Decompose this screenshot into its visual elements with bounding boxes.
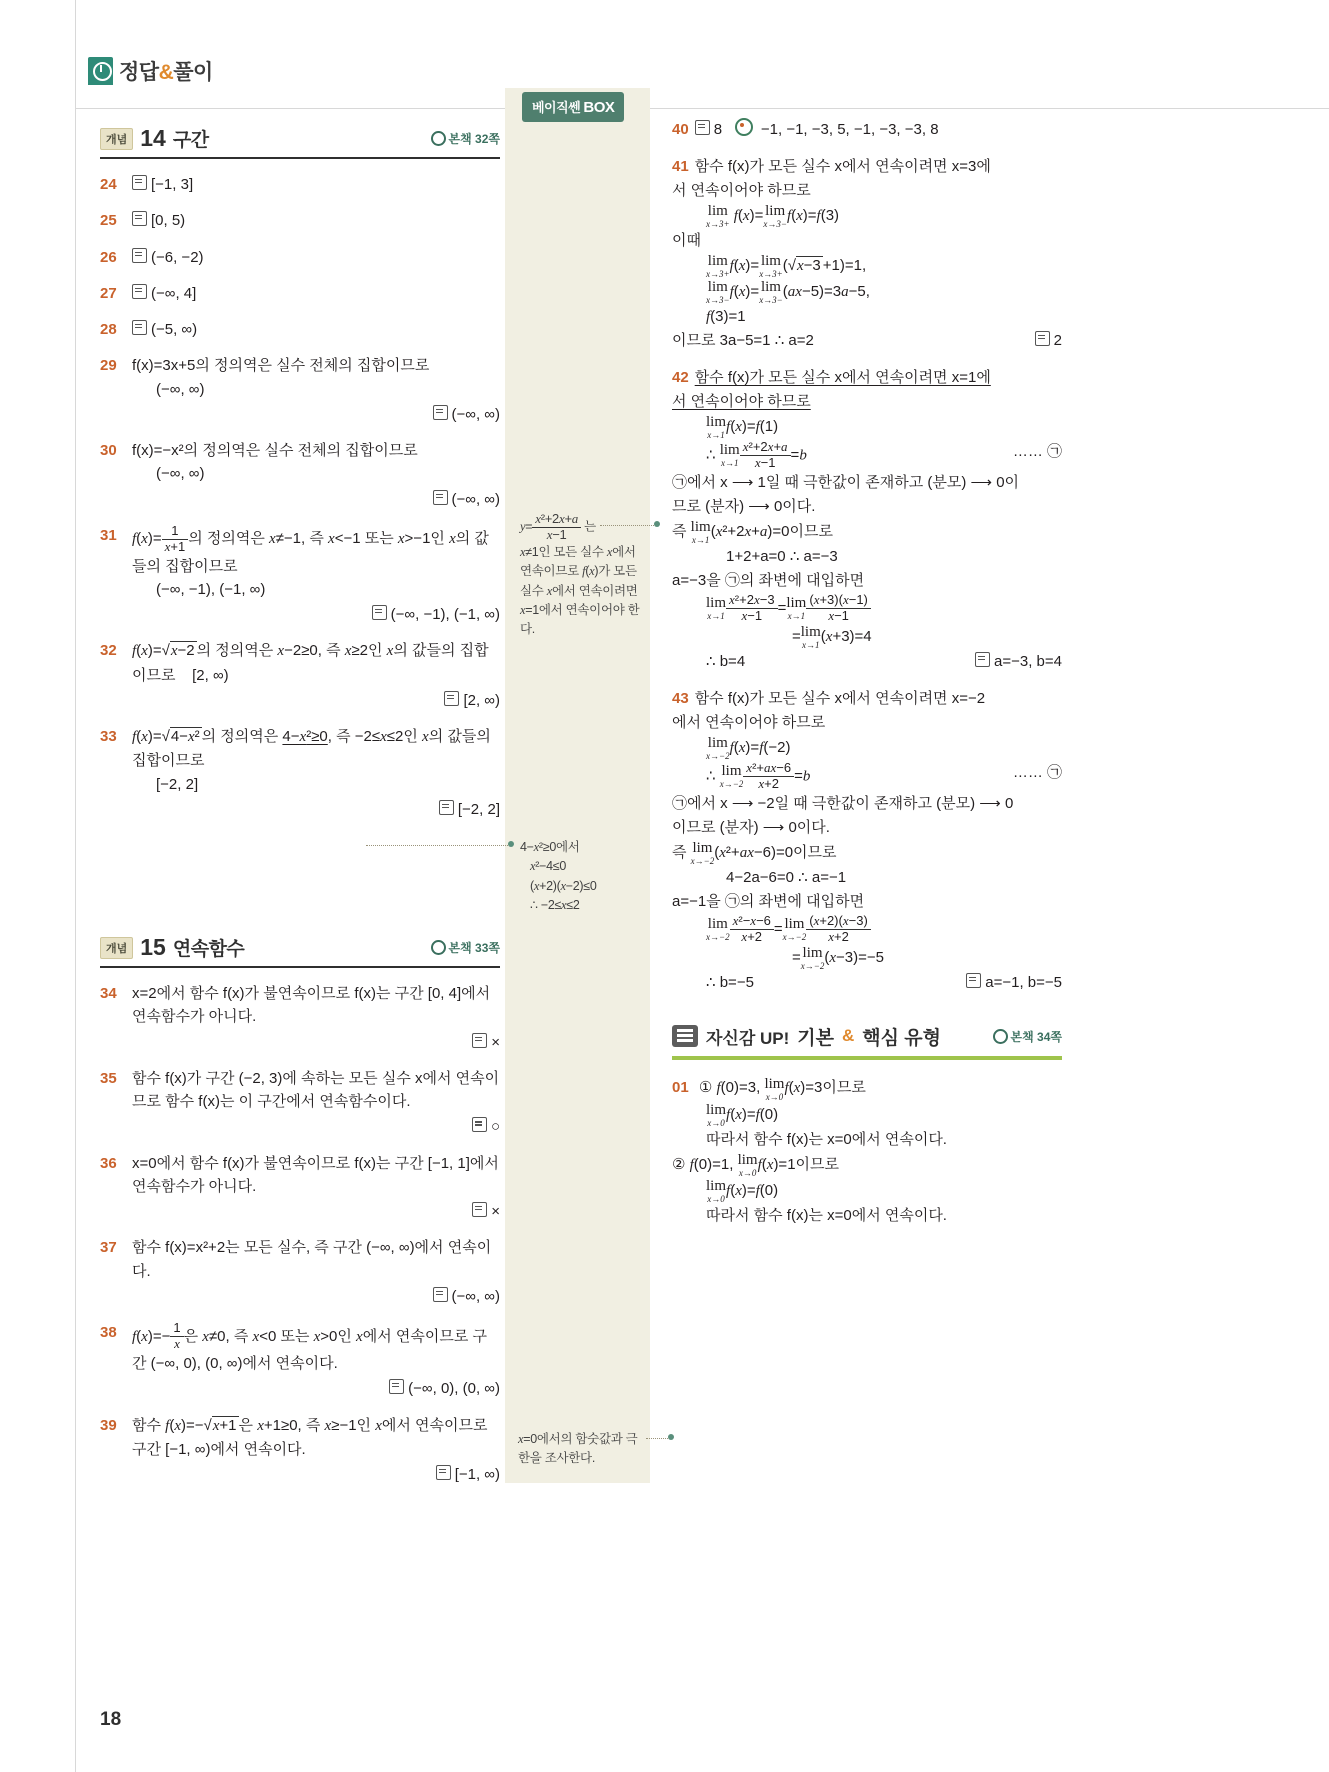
item-number: 38 (100, 1324, 117, 1342)
item-answer-text: a=−3, b=4 (994, 652, 1062, 670)
solution-line: 함수 f(x)가 모든 실수 x에서 연속이려면 x=3에 (694, 158, 991, 175)
solution-line: 4−2a−6=0 ∴ a=−1 (726, 868, 847, 886)
item-number: 40 (672, 121, 689, 138)
item-number: 26 (100, 248, 117, 266)
limit-expression: lim x→1 (786, 595, 807, 622)
answer-icon (433, 490, 448, 505)
item-answer-text: × (491, 1033, 500, 1051)
answer-icon (1035, 331, 1050, 346)
solution-line: lim x→−2 f(x)=f(−2) (706, 734, 791, 761)
confidence-title-1: 자신감 UP! (706, 1028, 790, 1048)
solution-line: ∴ lim x→1 $\frac{\text{x²+2x+a}}{x-1}$ =b …… ㉠ (706, 439, 1062, 470)
concept-ref-text: 본책 32쪽 (448, 132, 500, 146)
item-answer (1035, 329, 1062, 353)
answer-icon (472, 1202, 487, 1217)
answer-icon (372, 605, 387, 620)
leader-dot-1 (654, 521, 660, 527)
document-header (88, 56, 213, 86)
limit-expression: lim x→0 (737, 1151, 758, 1178)
solution-line: 따라서 함수 f(x)는 x=0에서 연속이다. (706, 1206, 947, 1224)
list-item (100, 282, 500, 305)
limit-expression: lim x→3− (759, 279, 783, 305)
basic-box-tab (522, 92, 624, 122)
item-text: f(x)=−x²의 정의역은 실수 전체의 집합이므로 (132, 442, 418, 459)
concept-tag: 개념 (100, 937, 133, 959)
limit-expression: lim x→1 (690, 518, 711, 545)
left-column (100, 125, 500, 1499)
item-number: 27 (100, 284, 117, 302)
solution-line: lim x→3+ f(x)= lim x→3− f(x)=f(3) (706, 203, 840, 229)
item-answer-text: (−∞, ∞) (451, 1287, 500, 1305)
item-body (132, 209, 500, 232)
list-item (100, 173, 500, 196)
item-number: 24 (100, 176, 117, 193)
list-item (100, 439, 500, 511)
mid-note-3: x=0에서의 함숫값과 극 한을 조사한다. (518, 1432, 638, 1466)
solution-line: f(3)=1 (706, 308, 746, 325)
confidence-reference (993, 1028, 1062, 1045)
item-answer (132, 1285, 500, 1308)
answer-icon (966, 973, 981, 988)
concept-number: 15 (140, 934, 166, 961)
solution-line-text: ∴ b=−5 (706, 973, 754, 991)
item-body (132, 318, 500, 341)
item-body (132, 439, 500, 511)
item-answer (132, 488, 500, 511)
solution-line: ㉠에서 x ⟶ −2일 때 극한값이 존재하고 (분모) ⟶ 0 (672, 794, 1014, 812)
item-number: 30 (100, 442, 117, 459)
concept-tag: 개념 (100, 128, 133, 150)
solution-01 (672, 1076, 1062, 1228)
item-text: f(x)=− $\frac{1}{x}$ 은 x≠0, 즉 x<0 또는 x>0인 x에서 연속이므로 구간 (−∞, 0), (0, ∞)에서 연속이다. (132, 1320, 487, 1372)
solution-line: 따라서 함수 f(x)는 x=0에서 연속이다. (706, 1130, 947, 1148)
item-answer (132, 603, 500, 626)
solution-line: 즉 lim x→1 (x²+2x+a)=0이므로 (672, 518, 833, 545)
limit-expression: lim x→−2 (800, 944, 825, 971)
concept-name: 구간 (172, 130, 209, 151)
concept-reference (431, 939, 500, 956)
solution-line: ① f(0)=3, lim x→0 f(x)=3이므로 (698, 1075, 866, 1102)
item-answer (966, 971, 1062, 995)
solution-line: 함수 f(x)가 모든 실수 x에서 연속이려면 x=−2 (694, 689, 986, 707)
solution-line: lim x→1 $\frac{\text{x²+2x−3}}{x-1}$ =lim x→1 $\frac{(x+3)(x-1)}{x-1}$ (672, 593, 1062, 624)
solution-line: lim x→3+ f(x)= lim x→3+ (√x−3 +1)=1, (706, 253, 867, 279)
basic-box-tab-big: BOX (583, 99, 615, 116)
confidence-title-3: 핵심 유형 (862, 1027, 941, 1049)
limit-expression: lim x→3− (706, 279, 730, 305)
item-number: 32 (100, 642, 117, 660)
item-answer (132, 1200, 500, 1223)
item-text: x=0에서 함수 f(x)가 불연속이므로 f(x)는 구간 [−1, 1]에서 연속함수가 아니다. (132, 1154, 499, 1195)
answer-icon (132, 248, 147, 263)
limit-expression: lim x→−2 (706, 916, 730, 943)
item-text: f(x)=3x+5의 정의역은 실수 전체의 집합이므로 (132, 357, 430, 375)
concept-ref-text: 본책 33쪽 (448, 941, 500, 956)
concept-heading-14 (100, 125, 500, 159)
mid-note-1: y= $\frac{\text{x²+2x+a}}{x-1}$ 는 x≠1인 모든 실수 x에서 연속이므로 f(x)가 모든 실수 x에서 연속이려면 x=1에서 연속이어야 한 다. (520, 511, 640, 637)
item-values: −1, −1, −3, 5, −1, −3, −3, 8 (760, 121, 939, 138)
item-answer-text: ○ (490, 1118, 500, 1136)
refresh-icon (993, 1029, 1008, 1044)
item-text: x=2에서 함수 f(x)가 불연속이므로 f(x)는 구간 [0, 4]에서 연속함수가 아니다. (132, 985, 491, 1026)
answer-icon (389, 1379, 404, 1394)
item-text: 함수 f(x)가 구간 (−2, 3)에 속하는 모든 실수 x에서 연속이므로 함수 f(x)는 이 구간에서 연속함수이다. (132, 1069, 500, 1111)
solution-line (672, 650, 1062, 674)
item-number: 29 (100, 357, 117, 375)
item-number: 34 (100, 985, 117, 1003)
list-item (100, 1236, 500, 1308)
list-item (100, 318, 500, 341)
confidence-ref-text: 본책 34쪽 (1010, 1029, 1062, 1044)
item-text: (−∞, 4] (151, 284, 197, 302)
answer-icon (975, 652, 990, 667)
item-result: (−∞, ∞) (156, 380, 205, 398)
answer-icon (472, 1117, 487, 1132)
item-body (132, 1067, 500, 1139)
item-number: 37 (100, 1239, 117, 1257)
item-text: (−5, ∞) (151, 321, 198, 338)
leader-dot-2 (508, 841, 514, 847)
clock-icon (88, 57, 113, 85)
item-result: (−∞, −1), (−1, ∞) (156, 580, 266, 598)
answer-icon (433, 1287, 448, 1302)
item-answer (132, 1115, 500, 1138)
item-answer (132, 689, 500, 712)
item-body (132, 1414, 500, 1487)
basic-box-tab-small: 베이직쎈 (532, 100, 581, 115)
item-text: f(x)=√x−2 의 정의역은 x−2≥0, 즉 x≥2인 x의 값들의 집합이므로 [2, ∞) (132, 642, 489, 684)
list-item (100, 524, 500, 627)
header-title-left: 정답 (119, 61, 159, 84)
list-item (100, 1152, 500, 1224)
concept-reference (431, 130, 500, 147)
answer-icon (433, 405, 448, 420)
item-text: [0, 5) (151, 212, 186, 230)
item-answer-text: (−∞, −1), (−1, ∞) (390, 606, 500, 624)
solution-line: lim x→0 f(x)=f(0) (706, 1101, 779, 1128)
item-answer-text: a=−1, b=−5 (985, 973, 1062, 991)
solution-41 (672, 155, 1062, 353)
solution-line: a=−3을 ㉠의 좌변에 대입하면 (672, 571, 865, 589)
answer-icon (444, 691, 459, 706)
mid-note-2: 4−x²≥0에서 x²−4≤0 (x+2)(x−2)≤0 ∴ −2≤x≤2 (520, 840, 597, 913)
item-body (132, 982, 500, 1054)
item-text: f(x)=√4−x² 의 정의역은 4−x²≥0, 즉 −2≤x≤2인 x의 값들의 집합이므로 (132, 728, 491, 770)
item-answer-text: (−∞, 0), (0, ∞) (408, 1380, 500, 1398)
answer-icon (132, 175, 147, 190)
item-result: [−2, 2] (156, 775, 199, 793)
item-answer (132, 1463, 500, 1486)
leader-dot-3 (668, 1434, 674, 1440)
equation-tag: …… ㉠ (1012, 443, 1062, 460)
item-answer (132, 1031, 500, 1054)
solution-line: 함수 f(x)가 모든 실수 x에서 연속이려면 x=1에 (694, 369, 991, 386)
header-rule (75, 108, 1329, 109)
limit-expression: lim x→−2 (690, 839, 715, 866)
item-answer-text: 8 (713, 121, 723, 138)
solution-line: lim x→3− f(x)= lim x→3− (ax−5)=3a−5, (706, 279, 870, 305)
solution-line: 1+2+a=0 ∴ a=−3 (726, 547, 838, 565)
item-answer-text: [−1, ∞) (454, 1466, 500, 1483)
solution-40 (672, 118, 1062, 142)
limit-expression: lim x→−2 (706, 734, 730, 761)
limit-expression: lim x→3+ (706, 203, 730, 229)
solution-43 (672, 687, 1062, 995)
limit-expression: lim x→0 (706, 1177, 727, 1204)
item-answer-text: [2, ∞) (463, 691, 500, 709)
solution-line: 서 연속이어야 하므로 (672, 182, 811, 199)
leader-line-1 (600, 525, 656, 526)
solution-line: = lim x→−2 (x−3)=−5 (792, 944, 884, 971)
solution-line: lim x→1 f(x)=f(1) (706, 414, 779, 440)
limit-expression: lim x→0 (764, 1075, 785, 1102)
item-number: 31 (100, 526, 117, 544)
list-item (100, 354, 500, 426)
page-title (119, 56, 213, 86)
list-item (100, 982, 500, 1054)
answer-icon (472, 1033, 487, 1048)
item-number: 28 (100, 321, 117, 338)
item-number: 39 (100, 1416, 117, 1434)
answer-icon (132, 211, 147, 226)
item-body (132, 354, 500, 426)
list-item (100, 209, 500, 232)
item-text: [−1, 3] (151, 176, 194, 193)
item-answer (975, 650, 1062, 674)
right-column (672, 118, 1062, 1241)
list-item (100, 639, 500, 712)
list-item (100, 1067, 500, 1139)
solution-line-text: ∴ b=4 (706, 652, 746, 670)
item-text: (−6, −2) (151, 248, 204, 266)
header-title-right: 풀이 (173, 61, 213, 84)
item-body (132, 524, 500, 627)
page-number: 18 (100, 1709, 122, 1730)
item-body (132, 282, 500, 305)
solution-line: 에서 연속이어야 하므로 (672, 713, 826, 731)
solution-line: 즉 lim x→−2 (x²+ax−6)=0이므로 (672, 839, 837, 866)
item-body (132, 1152, 500, 1224)
solution-line: ㉠에서 x ⟶ 1일 때 극한값이 존재하고 (분모) ⟶ 0이 (672, 473, 1020, 491)
concept-name: 연속함수 (172, 939, 245, 961)
answer-icon (695, 120, 710, 135)
item-answer-text: × (491, 1203, 500, 1221)
solution-line: 이므로 (분자) ⟶ 0이다. (672, 818, 830, 836)
solution-line-text: 이므로 3a−5=1 ∴ a=2 (672, 332, 814, 349)
solution-line: lim x→−2 $\frac{\text{x²−x−6}}{x+2}$ = lim x→−2 $\frac{(x+2)(x-3)}{x+2}$ (672, 914, 1062, 945)
limit-expression: lim x→3− (763, 203, 787, 229)
basic-box-column (505, 88, 650, 1483)
limit-expression: lim x→1 (706, 595, 727, 622)
item-number: 36 (100, 1154, 117, 1172)
solution-line (672, 971, 1062, 995)
item-body (132, 725, 500, 821)
confidence-heading (672, 1023, 1062, 1060)
refresh-icon (431, 940, 446, 955)
item-number: 42 (672, 369, 689, 386)
item-number: 41 (672, 158, 689, 175)
item-number: 01 (672, 1079, 689, 1097)
megaphone-icon (672, 1025, 698, 1047)
answer-icon (436, 1465, 451, 1480)
header-amp: & (158, 61, 174, 84)
solution-line (672, 329, 1062, 353)
item-number: 33 (100, 728, 117, 746)
confidence-amp: & (842, 1026, 855, 1045)
limit-expression: lim x→0 (706, 1101, 727, 1128)
limit-expression: lim x→1 (706, 414, 727, 440)
solution-line: ② f(0)=1, lim x→0 f(x)=1이므로 (672, 1151, 840, 1178)
solution-42 (672, 366, 1062, 674)
item-result: (−∞, ∞) (156, 465, 205, 483)
equation-tag: …… ㉠ (1012, 763, 1062, 781)
list-item (100, 1414, 500, 1487)
list-item (100, 246, 500, 269)
target-icon (735, 118, 753, 136)
answer-icon (132, 320, 147, 335)
answer-icon (132, 284, 147, 299)
limit-expression: lim x→3+ (759, 253, 783, 279)
limit-expression: lim x→3+ (706, 253, 730, 279)
item-answer (132, 1377, 500, 1400)
solution-line: =lim x→1 (x+3)=4 (792, 623, 872, 650)
solution-line: 므로 (분자) ⟶ 0이다. (672, 497, 816, 515)
item-number: 43 (672, 689, 689, 707)
item-answer-text: (−∞, ∞) (451, 405, 500, 423)
item-body (132, 173, 500, 196)
limit-expression: lim x→−2 (719, 763, 744, 790)
limit-expression: lim x→1 (719, 442, 740, 469)
item-text: f(x)= $\frac{1}{x+1}$ 의 정의역은 x≠−1, 즉 x<−1 또는 x>−1인 x의 값들의 집합이므로 (132, 522, 489, 575)
item-answer (132, 798, 500, 821)
item-number: 35 (100, 1069, 117, 1087)
solution-line: 이때 (672, 232, 701, 249)
item-body (132, 1321, 500, 1400)
item-answer-text: [−2, 2] (457, 800, 500, 818)
solution-line: ∴ lim x→−2 $\frac{\text{x²+ax−6}}{x+2}$ =b …… ㉠ (706, 759, 1062, 791)
item-answer-text: 2 (1053, 332, 1062, 349)
item-number: 25 (100, 212, 117, 230)
item-answer-text: (−∞, ∞) (451, 490, 500, 508)
item-body (132, 639, 500, 712)
item-answer (132, 403, 500, 426)
page-gutter (0, 0, 76, 1772)
solution-line: 서 연속이어야 하므로 (672, 393, 811, 410)
solution-line: a=−1을 ㉠의 좌변에 대입하면 (672, 892, 865, 910)
confidence-title-2: 기본 (797, 1027, 834, 1049)
concept-heading-15 (100, 934, 500, 968)
solution-line: lim x→0 f(x)=f(0) (706, 1177, 779, 1204)
limit-expression: lim x→−2 (782, 916, 807, 943)
item-body (132, 246, 500, 269)
item-text: 함수 f(x)=−√x+1 은 x+1≥0, 즉 x≥−1인 x에서 연속이므로 구간 [−1, ∞)에서 연속이다. (132, 1416, 488, 1458)
item-body (132, 1236, 500, 1308)
answer-icon (439, 800, 454, 815)
list-item (100, 725, 500, 821)
refresh-icon (431, 131, 446, 146)
concept-number: 14 (140, 125, 166, 151)
list-item (100, 1321, 500, 1400)
item-text: 함수 f(x)=x²+2는 모든 실수, 즉 구간 (−∞, ∞)에서 연속이다. (132, 1239, 492, 1280)
limit-expression: lim x→1 (800, 623, 821, 650)
